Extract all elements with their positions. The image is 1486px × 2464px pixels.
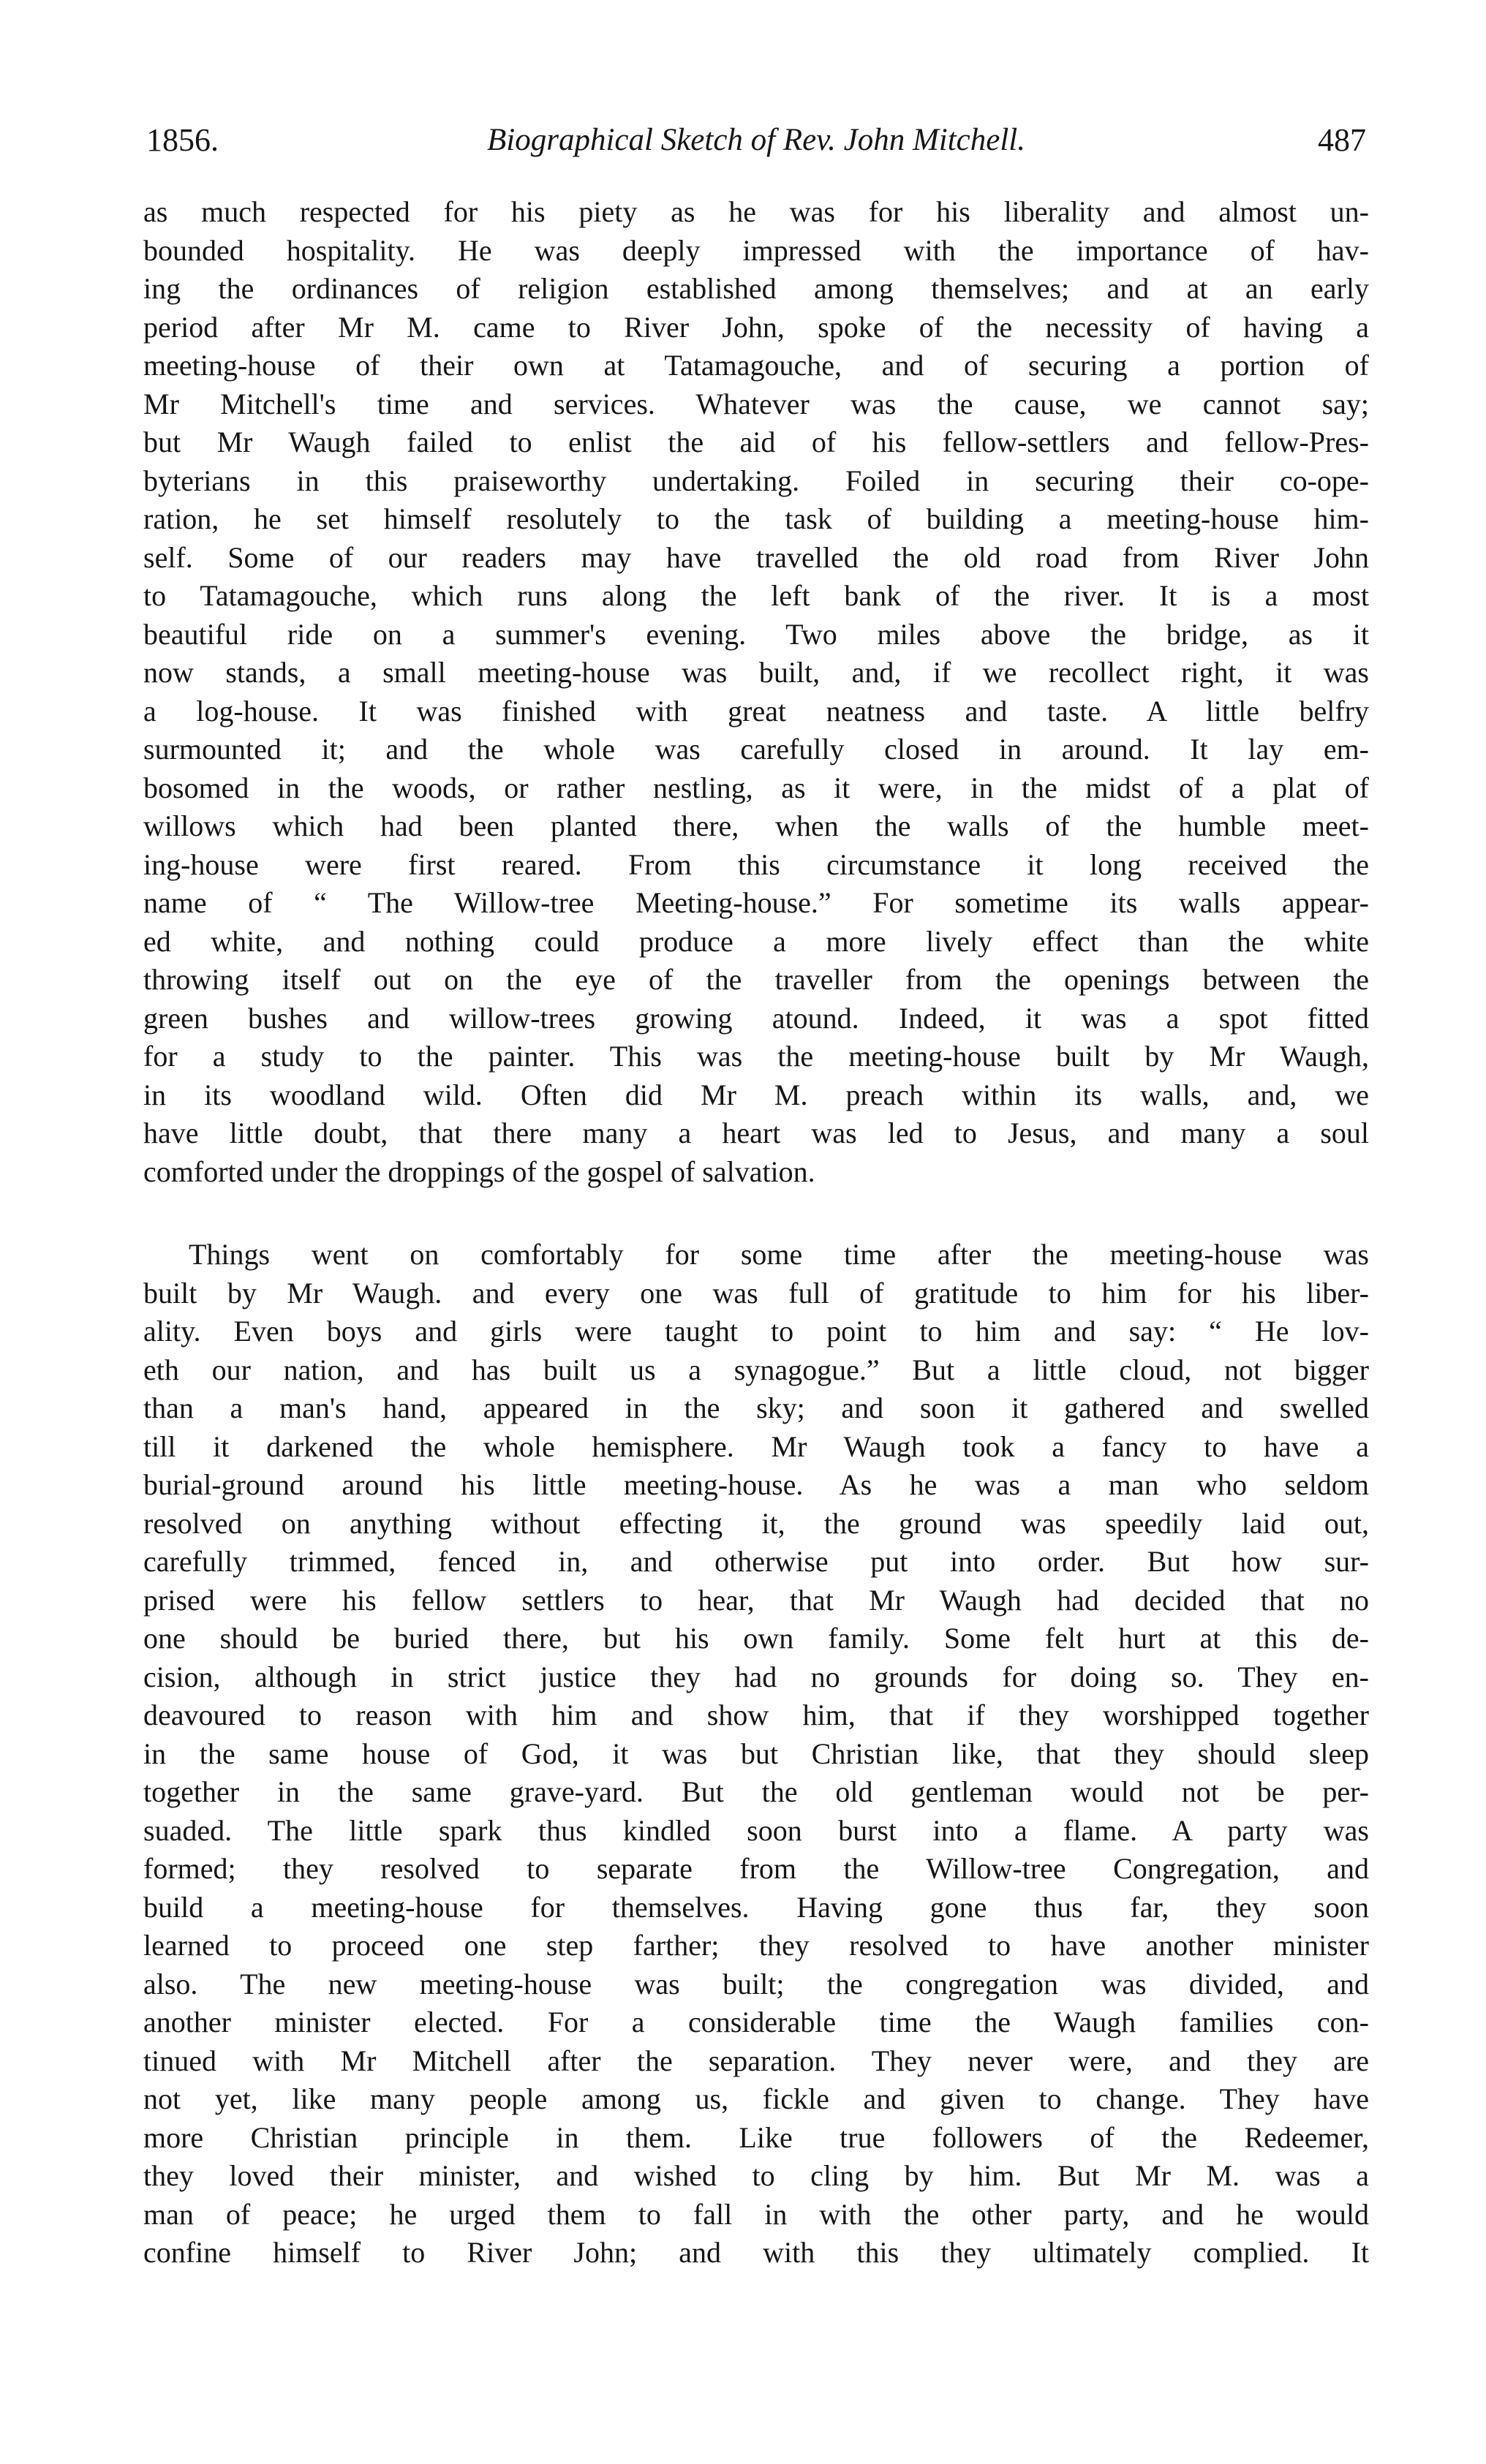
text-line: Mr Mitchell's time and services. Whatever was the cause, we cannot say; (143, 387, 1369, 420)
running-head-title: Biographical Sketch of Rev. John Mitchell. (487, 123, 1025, 157)
text-line: suaded. The little spark thus kindled soon burst into a flame. A party was (143, 1813, 1369, 1847)
text-line: together in the same grave-yard. But the old gentleman would not be per- (143, 1775, 1369, 1808)
text-line: as much respected for his piety as he was for his liberality and almost un- (143, 195, 1369, 228)
text-line: period after Mr M. came to River John, spoke of the necessity of having a (143, 310, 1369, 344)
text-line: confine himself to River John; and with this they ultimately complied. It (143, 2236, 1369, 2269)
text-line: byterians in this praiseworthy undertaking. Foiled in securing their co-ope- (143, 464, 1369, 497)
text-line: one should be buried there, but his own family. Some felt hurt at this de- (143, 1622, 1369, 1655)
text-line: have little doubt, that there many a heart was led to Jesus, and many a soul (143, 1116, 1369, 1149)
text-line: carefully trimmed, fenced in, and otherwise put into order. But how sur- (143, 1545, 1369, 1578)
text-line: prised were his fellow settlers to hear, that Mr Waugh had decided that no (143, 1583, 1369, 1617)
text-line: Things went on comfortably for some time after the meeting-house was (189, 1238, 1369, 1271)
text-line: for a study to the painter. This was the meeting-house built by Mr Waugh, (143, 1040, 1369, 1073)
text-line: now stands, a small meeting-house was built, and, if we recollect right, it was (143, 656, 1369, 689)
text-line: cision, although in strict justice they had no grounds for doing so. They en- (143, 1660, 1369, 1693)
text-line: but Mr Waugh failed to enlist the aid of his fellow-settlers and fellow-Pres- (143, 426, 1369, 458)
text-line: surmounted it; and the whole was carefully closed in around. It lay em- (143, 733, 1369, 766)
text-line: ration, he set himself resolutely to the task of building a meeting-house him- (143, 502, 1369, 535)
text-line: resolved on anything without effecting it, the ground was speedily laid out, (143, 1506, 1369, 1540)
text-line: ing the ordinances of religion established among themselves; and at an early (143, 272, 1369, 305)
text-line: eth our nation, and has built us a synagogue.” But a little cloud, not bigger (143, 1353, 1369, 1386)
text-line: green bushes and willow-trees growing atound. Indeed, it was a spot fitted (143, 1001, 1369, 1035)
text-line: formed; they resolved to separate from the Willow-tree Congregation, and (143, 1852, 1369, 1885)
text-line: meeting-house of their own at Tatamagouche, and of securing a portion of (143, 349, 1369, 382)
text-line: learned to proceed one step farther; they resolved to have another minister (143, 1929, 1369, 1962)
text-line: they loved their minister, and wished to cling by him. But Mr M. was a (143, 2159, 1369, 2192)
text-line: tinued with Mr Mitchell after the separation. They never were, and they are (143, 2044, 1369, 2077)
running-head-year: 1856. (146, 122, 219, 158)
page-number: 487 (1318, 122, 1366, 158)
running-head (146, 118, 1366, 162)
text-line: in its woodland wild. Often did Mr M. preach within its walls, and, we (143, 1078, 1369, 1111)
text-line: deavoured to reason with him and show him, that if they worshipped together (143, 1698, 1369, 1731)
text-line: more Christian principle in them. Like true followers of the Redeemer, (143, 2120, 1369, 2154)
text-line: build a meeting-house for themselves. Having gone thus far, they soon (143, 1890, 1369, 1924)
text-line: ality. Even boys and girls were taught to point to him and say: “ He lov- (143, 1315, 1369, 1348)
text-line: a log-house. It was finished with great neatness and taste. A little belfry (143, 694, 1369, 728)
text-line: bounded hospitality. He was deeply impressed with the importance of hav- (143, 233, 1369, 267)
text-line: to Tatamagouche, which runs along the left bank of the river. It is a most (143, 579, 1369, 612)
text-line: burial-ground around his little meeting-house. As he was a man who seldom (143, 1468, 1369, 1501)
text-line: name of “ The Willow-tree Meeting-house.” For sometime its walls appear- (143, 886, 1369, 919)
text-line: man of peace; he urged them to fall in with the other party, and he would (143, 2197, 1369, 2231)
text-line: built by Mr Waugh. and every one was full of gratitude to him for his liber- (143, 1276, 1369, 1310)
text-line: also. The new meeting-house was built; the congregation was divided, and (143, 1967, 1369, 2000)
text-line: ed white, and nothing could produce a more lively effect than the white (143, 924, 1369, 958)
text-line: willows which had been planted there, when the walls of the humble meet- (143, 809, 1369, 842)
text-line: bosomed in the woods, or rather nestling, as it were, in the midst of a plat of (143, 771, 1369, 804)
paragraph-1 (143, 193, 1369, 1191)
text-line: in the same house of God, it was but Christian like, that they should sleep (143, 1736, 1369, 1770)
text-line: till it darkened the whole hemisphere. Mr Waugh took a fancy to have a (143, 1429, 1369, 1463)
text-line: self. Some of our readers may have travelled the old road from River John (143, 540, 1369, 574)
text-line: comforted under the droppings of the gospel of salvation. (143, 1154, 815, 1188)
text-line: not yet, like many people among us, fickle and given to change. They have (143, 2082, 1369, 2115)
text-line: than a man's hand, appeared in the sky; and soon it gathered and swelled (143, 1391, 1369, 1424)
text-line: throwing itself out on the eye of the traveller from the openings between the (143, 963, 1369, 996)
text-line: beautiful ride on a summer's evening. Two miles above the bridge, as it (143, 617, 1369, 651)
text-line: another minister elected. For a considerable time the Waugh families con- (143, 2006, 1369, 2038)
text-line: ing-house were first reared. From this circumstance it long received the (143, 847, 1369, 881)
paragraph-2 (143, 1236, 1369, 2272)
